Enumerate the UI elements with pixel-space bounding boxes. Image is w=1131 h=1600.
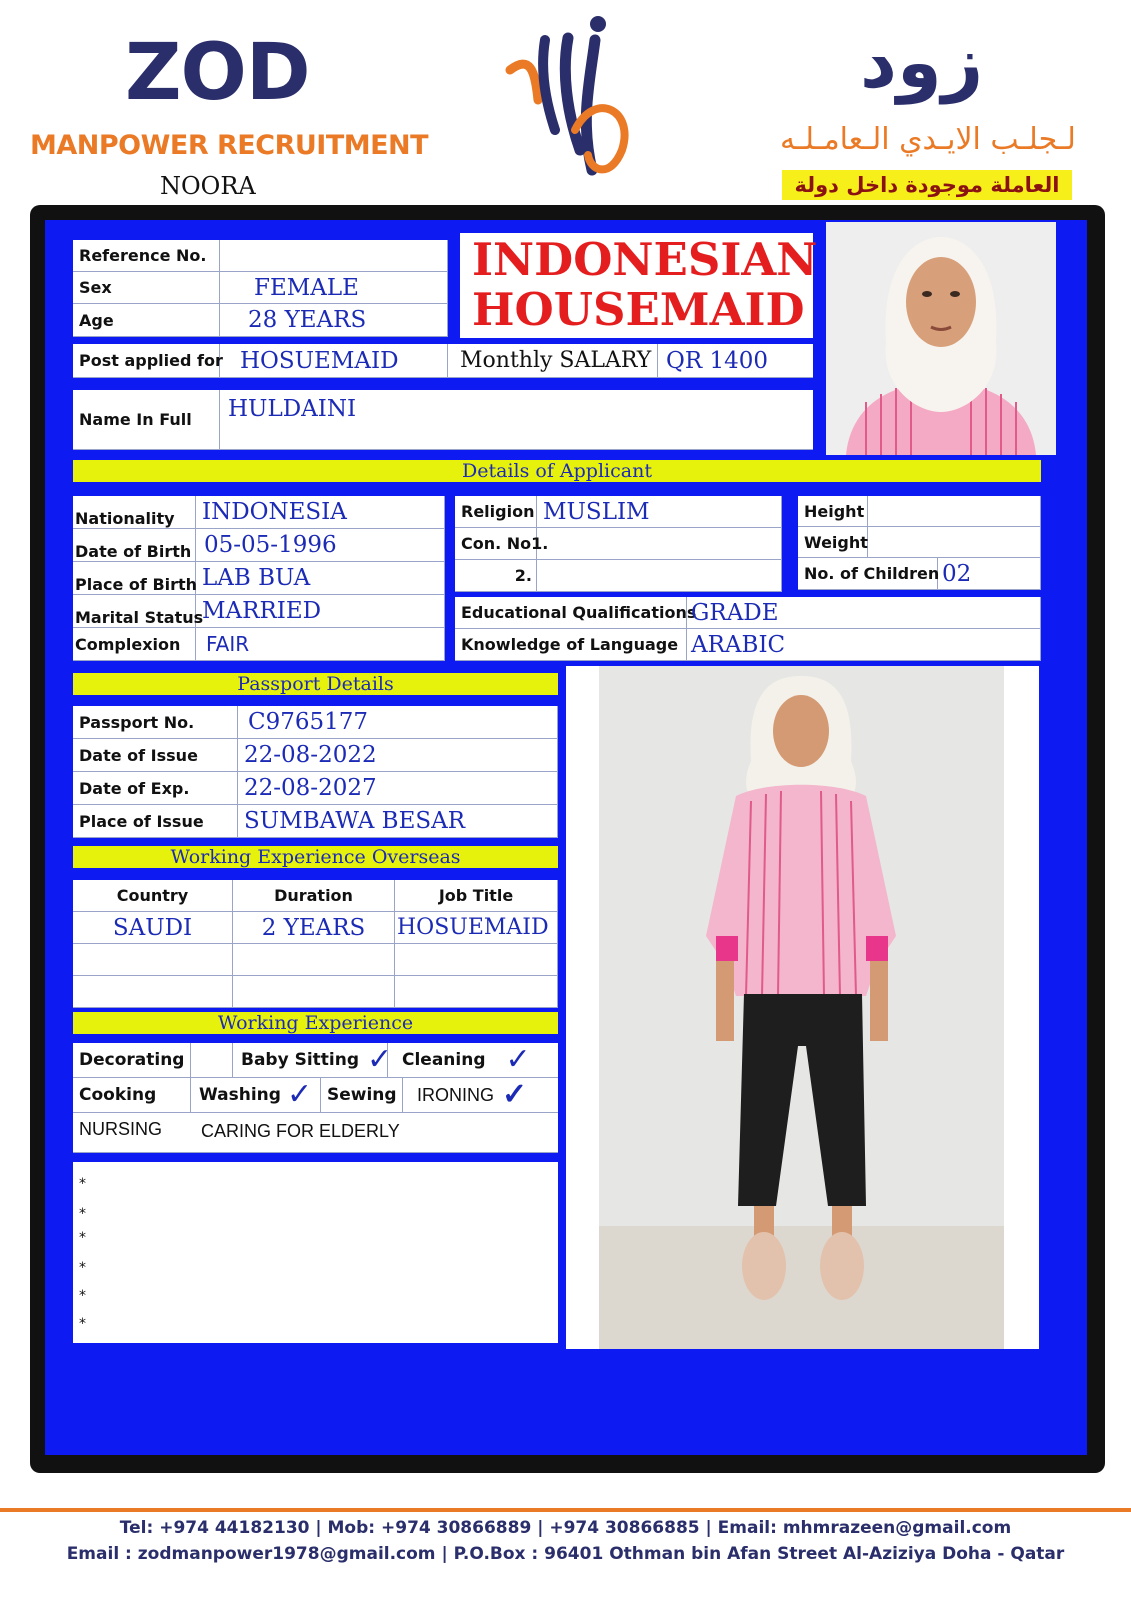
pob-value: LAB BUA — [196, 562, 445, 595]
experience-heading: Working Experience — [73, 1012, 558, 1034]
contact-1-label: Con. No1. — [455, 528, 537, 560]
name-label: Name In Full — [73, 390, 220, 450]
salary-value: QR 1400 — [658, 344, 813, 378]
nationality-label: Nationality — [73, 496, 196, 529]
skill-sewing: Sewing — [321, 1078, 403, 1113]
education-label: Educational Qualifications — [455, 597, 687, 629]
overseas-header-job: Job Title — [395, 880, 558, 912]
issue-date-label: Date of Issue — [73, 739, 238, 772]
physical-table — [798, 496, 1041, 590]
dob-label: Date of Birth — [73, 529, 196, 562]
baby-sitting-check-icon: ✓ — [367, 1042, 393, 1077]
note-bullet-5: * — [79, 1288, 86, 1304]
skill-decorating-check — [191, 1043, 233, 1078]
marital-value: MARRIED — [196, 595, 445, 628]
children-label: No. of Children — [798, 558, 938, 590]
notes-box — [73, 1162, 558, 1343]
note-bullet-3: * — [79, 1230, 86, 1246]
education-table — [455, 597, 1041, 661]
issue-date-value: 22-08-2022 — [238, 739, 558, 772]
contact-2-value — [537, 560, 782, 592]
company-logo-icon — [500, 10, 640, 180]
height-value — [868, 496, 1041, 527]
sex-value: FEMALE — [220, 272, 448, 304]
overseas-job-2 — [395, 944, 558, 976]
passport-table — [73, 706, 558, 838]
skill-cooking: Cooking — [73, 1078, 191, 1113]
passport-no-value: C9765177 — [238, 706, 558, 739]
brand-logo-text: ZOD — [125, 28, 310, 118]
issue-place-value: SUMBAWA BESAR — [238, 805, 558, 838]
arabic-tagline: لـجلـب الايـدي الـعامـلـه — [780, 122, 1076, 157]
marital-label: Marital Status — [73, 595, 196, 628]
overseas-header-duration: Duration — [233, 880, 395, 912]
details-heading: Details of Applicant — [73, 460, 1041, 482]
skill-elderly-care: CARING FOR ELDERLY — [191, 1113, 558, 1153]
title-line-1: INDONESIAN — [472, 233, 818, 286]
footer-contact-line-1: Tel: +974 44182130 | Mob: +974 30866889 | +974 30866885 | Email: mhmrazeen@gmail.com — [119, 1518, 1012, 1538]
contact-2-label: 2. — [455, 560, 537, 592]
issue-place-label: Place of Issue — [73, 805, 238, 838]
pob-label: Place of Birth — [73, 562, 196, 595]
overseas-job-1: HOSUEMAID — [395, 912, 558, 944]
weight-label: Weight — [798, 527, 868, 558]
skill-ironing: IRONING ✓ — [403, 1078, 558, 1113]
footer-contact-line-2: Email : zodmanpower1978@gmail.com | P.O.Box : 96401 Othman bin Afan Street Al-Aziziya Doha - Qatar — [66, 1544, 1065, 1564]
overseas-duration-3 — [233, 976, 395, 1008]
children-value: 02 — [938, 558, 1041, 590]
overseas-table — [73, 880, 558, 1008]
overseas-duration-2 — [233, 944, 395, 976]
footer-divider — [0, 1508, 1131, 1512]
ironing-check-icon: ✓ — [502, 1078, 528, 1111]
overseas-country-1: SAUDI — [73, 912, 233, 944]
arabic-brand: زود — [860, 20, 984, 104]
name-row — [73, 390, 813, 450]
nationality-value: INDONESIA — [196, 496, 445, 529]
overseas-country-3 — [73, 976, 233, 1008]
arabic-note: العاملة موجودة داخل دولة — [782, 170, 1072, 200]
skill-nursing: NURSING — [73, 1113, 191, 1153]
note-bullet-2: * — [79, 1206, 86, 1222]
reference-value — [220, 240, 448, 272]
washing-check-icon: ✓ — [286, 1077, 313, 1112]
agent-name: NOORA — [160, 172, 256, 200]
sex-label: Sex — [73, 272, 220, 304]
overseas-heading: Working Experience Overseas — [73, 846, 558, 868]
expiry-date-value: 22-08-2027 — [238, 772, 558, 805]
overseas-duration-1: 2 YEARS — [233, 912, 395, 944]
overseas-job-3 — [395, 976, 558, 1008]
skill-washing: Washing ✓ — [191, 1078, 321, 1113]
note-bullet-1: * — [79, 1176, 86, 1192]
title-box — [460, 233, 818, 338]
skill-decorating: Decorating — [73, 1043, 191, 1078]
weight-value — [868, 527, 1041, 558]
contact-1-value — [537, 528, 782, 560]
overseas-header-country: Country — [73, 880, 233, 912]
experience-table — [73, 1043, 558, 1153]
title-line-2: HOUSEMAID — [472, 283, 805, 336]
complexion-value: FAIR — [196, 628, 445, 661]
skill-cleaning: Cleaning ✓ — [388, 1043, 558, 1078]
passport-no-label: Passport No. — [73, 706, 238, 739]
language-label: Knowledge of Language — [455, 629, 687, 661]
complexion-label: Complexion — [73, 628, 196, 661]
height-label: Height — [798, 496, 868, 527]
language-value: ARABIC — [687, 629, 1041, 661]
post-value: HOSUEMAID — [220, 344, 448, 378]
brand-tagline: MANPOWER RECRUITMENT — [30, 130, 429, 161]
applicant-full-photo — [566, 666, 1039, 1349]
post-label: Post applied for — [73, 344, 220, 378]
salary-label: Monthly SALARY — [448, 344, 658, 378]
overseas-country-2 — [73, 944, 233, 976]
religion-table — [455, 496, 782, 592]
skill-baby-sitting: Baby Sitting ✓ — [233, 1043, 388, 1078]
religion-value: MUSLIM — [537, 496, 782, 528]
note-bullet-6: * — [79, 1316, 86, 1332]
dob-value: 05-05-1996 — [196, 529, 445, 562]
age-label: Age — [73, 304, 220, 337]
religion-label: Religion — [455, 496, 537, 528]
name-value: HULDAINI — [220, 390, 813, 450]
note-bullet-4: * — [79, 1260, 86, 1276]
post-salary-row — [73, 344, 813, 378]
cleaning-check-icon: ✓ — [505, 1042, 531, 1077]
details-left-table — [73, 496, 445, 661]
age-value: 28 YEARS — [220, 304, 448, 337]
applicant-portrait-photo — [826, 222, 1056, 455]
expiry-date-label: Date of Exp. — [73, 772, 238, 805]
top-info-table — [73, 240, 448, 337]
passport-heading: Passport Details — [73, 673, 558, 695]
education-value: GRADE — [687, 597, 1041, 629]
reference-label: Reference No. — [73, 240, 220, 272]
